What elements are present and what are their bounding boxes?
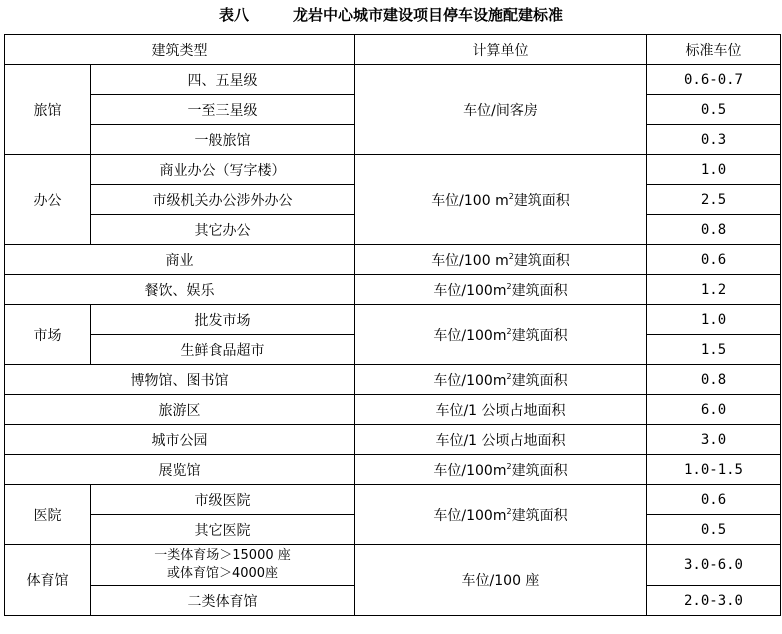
value-cell: 6.0	[647, 395, 781, 425]
item-name: 市级机关办公涉外办公	[91, 185, 355, 215]
value-cell: 0.8	[647, 215, 781, 245]
unit-cell: 车位/100 $m^2$建筑面积	[355, 245, 647, 275]
table-row	[5, 305, 781, 335]
item-name: 展览馆	[5, 455, 355, 485]
unit-cell: 车位$/100m^2$建筑面积	[355, 275, 647, 305]
value-cell: 0.6	[647, 485, 781, 515]
value-cell: 1.0-1.5	[647, 455, 781, 485]
value-cell: 0.3	[647, 125, 781, 155]
value-cell: 0.8	[647, 365, 781, 395]
table-row	[5, 65, 781, 95]
table-row	[5, 245, 781, 275]
value-cell: 0.5	[647, 95, 781, 125]
unit-cell: 车位/100 $m^2$建筑面积	[355, 155, 647, 245]
value-cell: 3.0	[647, 425, 781, 455]
value-cell: 1.5	[647, 335, 781, 365]
item-name: 生鲜食品超市	[91, 335, 355, 365]
item-name: 旅游区	[5, 395, 355, 425]
value-cell: 2.5	[647, 185, 781, 215]
value-cell: 2.0-3.0	[647, 586, 781, 616]
header-unit: 计算单位	[355, 35, 647, 65]
group-office: 办公	[5, 155, 91, 245]
unit-cell: 车位/1 公顷占地面积	[355, 395, 647, 425]
item-name: 四、五星级	[91, 65, 355, 95]
group-hotel: 旅馆	[5, 65, 91, 155]
unit-cell: 车位$/100m^2$建筑面积	[355, 455, 647, 485]
table-row	[5, 365, 781, 395]
unit-cell: 车位/1 公顷占地面积	[355, 425, 647, 455]
header-building-type: 建筑类型	[5, 35, 355, 65]
item-name: 其它医院	[91, 515, 355, 545]
item-name: 其它办公	[91, 215, 355, 245]
table-number: 表八	[218, 6, 249, 24]
item-name: 二类体育馆	[91, 586, 355, 616]
item-name: 一般旅馆	[91, 125, 355, 155]
parking-standard-table	[4, 34, 781, 616]
table-row	[5, 485, 781, 515]
table-row	[5, 545, 781, 586]
value-cell: 1.0	[647, 305, 781, 335]
item-name: 商业	[5, 245, 355, 275]
header-standard: 标准车位	[647, 35, 781, 65]
table-row	[5, 455, 781, 485]
item-name: 餐饮、娱乐	[5, 275, 355, 305]
group-hospital: 医院	[5, 485, 91, 545]
table-title	[0, 0, 782, 30]
value-cell: 3.0-6.0	[647, 545, 781, 586]
item-name: 一至三星级	[91, 95, 355, 125]
unit-cell: 车位$/100m^2$建筑面积	[355, 365, 647, 395]
value-cell: 1.2	[647, 275, 781, 305]
item-name: 城市公园	[5, 425, 355, 455]
group-stadium: 体育馆	[5, 545, 91, 616]
item-name: 批发市场	[91, 305, 355, 335]
value-cell: 1.0	[647, 155, 781, 185]
item-name: 市级医院	[91, 485, 355, 515]
table-row	[5, 155, 781, 185]
value-cell: 0.6-0.7	[647, 65, 781, 95]
item-name: 商业办公（写字楼）	[91, 155, 355, 185]
unit-cell: 车位$/100m^2$建筑面积	[355, 305, 647, 365]
unit-cell: 车位/100 座	[355, 545, 647, 616]
group-market: 市场	[5, 305, 91, 365]
unit-cell: 车位$/100m^2$建筑面积	[355, 485, 647, 545]
table-row	[5, 275, 781, 305]
header-row	[5, 35, 781, 65]
unit-cell: 车位/间客房	[355, 65, 647, 155]
table-row	[5, 425, 781, 455]
value-cell: 0.5	[647, 515, 781, 545]
table-caption: 龙岩中心城市建设项目停车设施配建标准	[293, 6, 564, 24]
item-name: 一类体育场＞15000 座 或体育馆＞4000座	[91, 545, 355, 586]
value-cell: 0.6	[647, 245, 781, 275]
table-row	[5, 395, 781, 425]
item-name: 博物馆、图书馆	[5, 365, 355, 395]
